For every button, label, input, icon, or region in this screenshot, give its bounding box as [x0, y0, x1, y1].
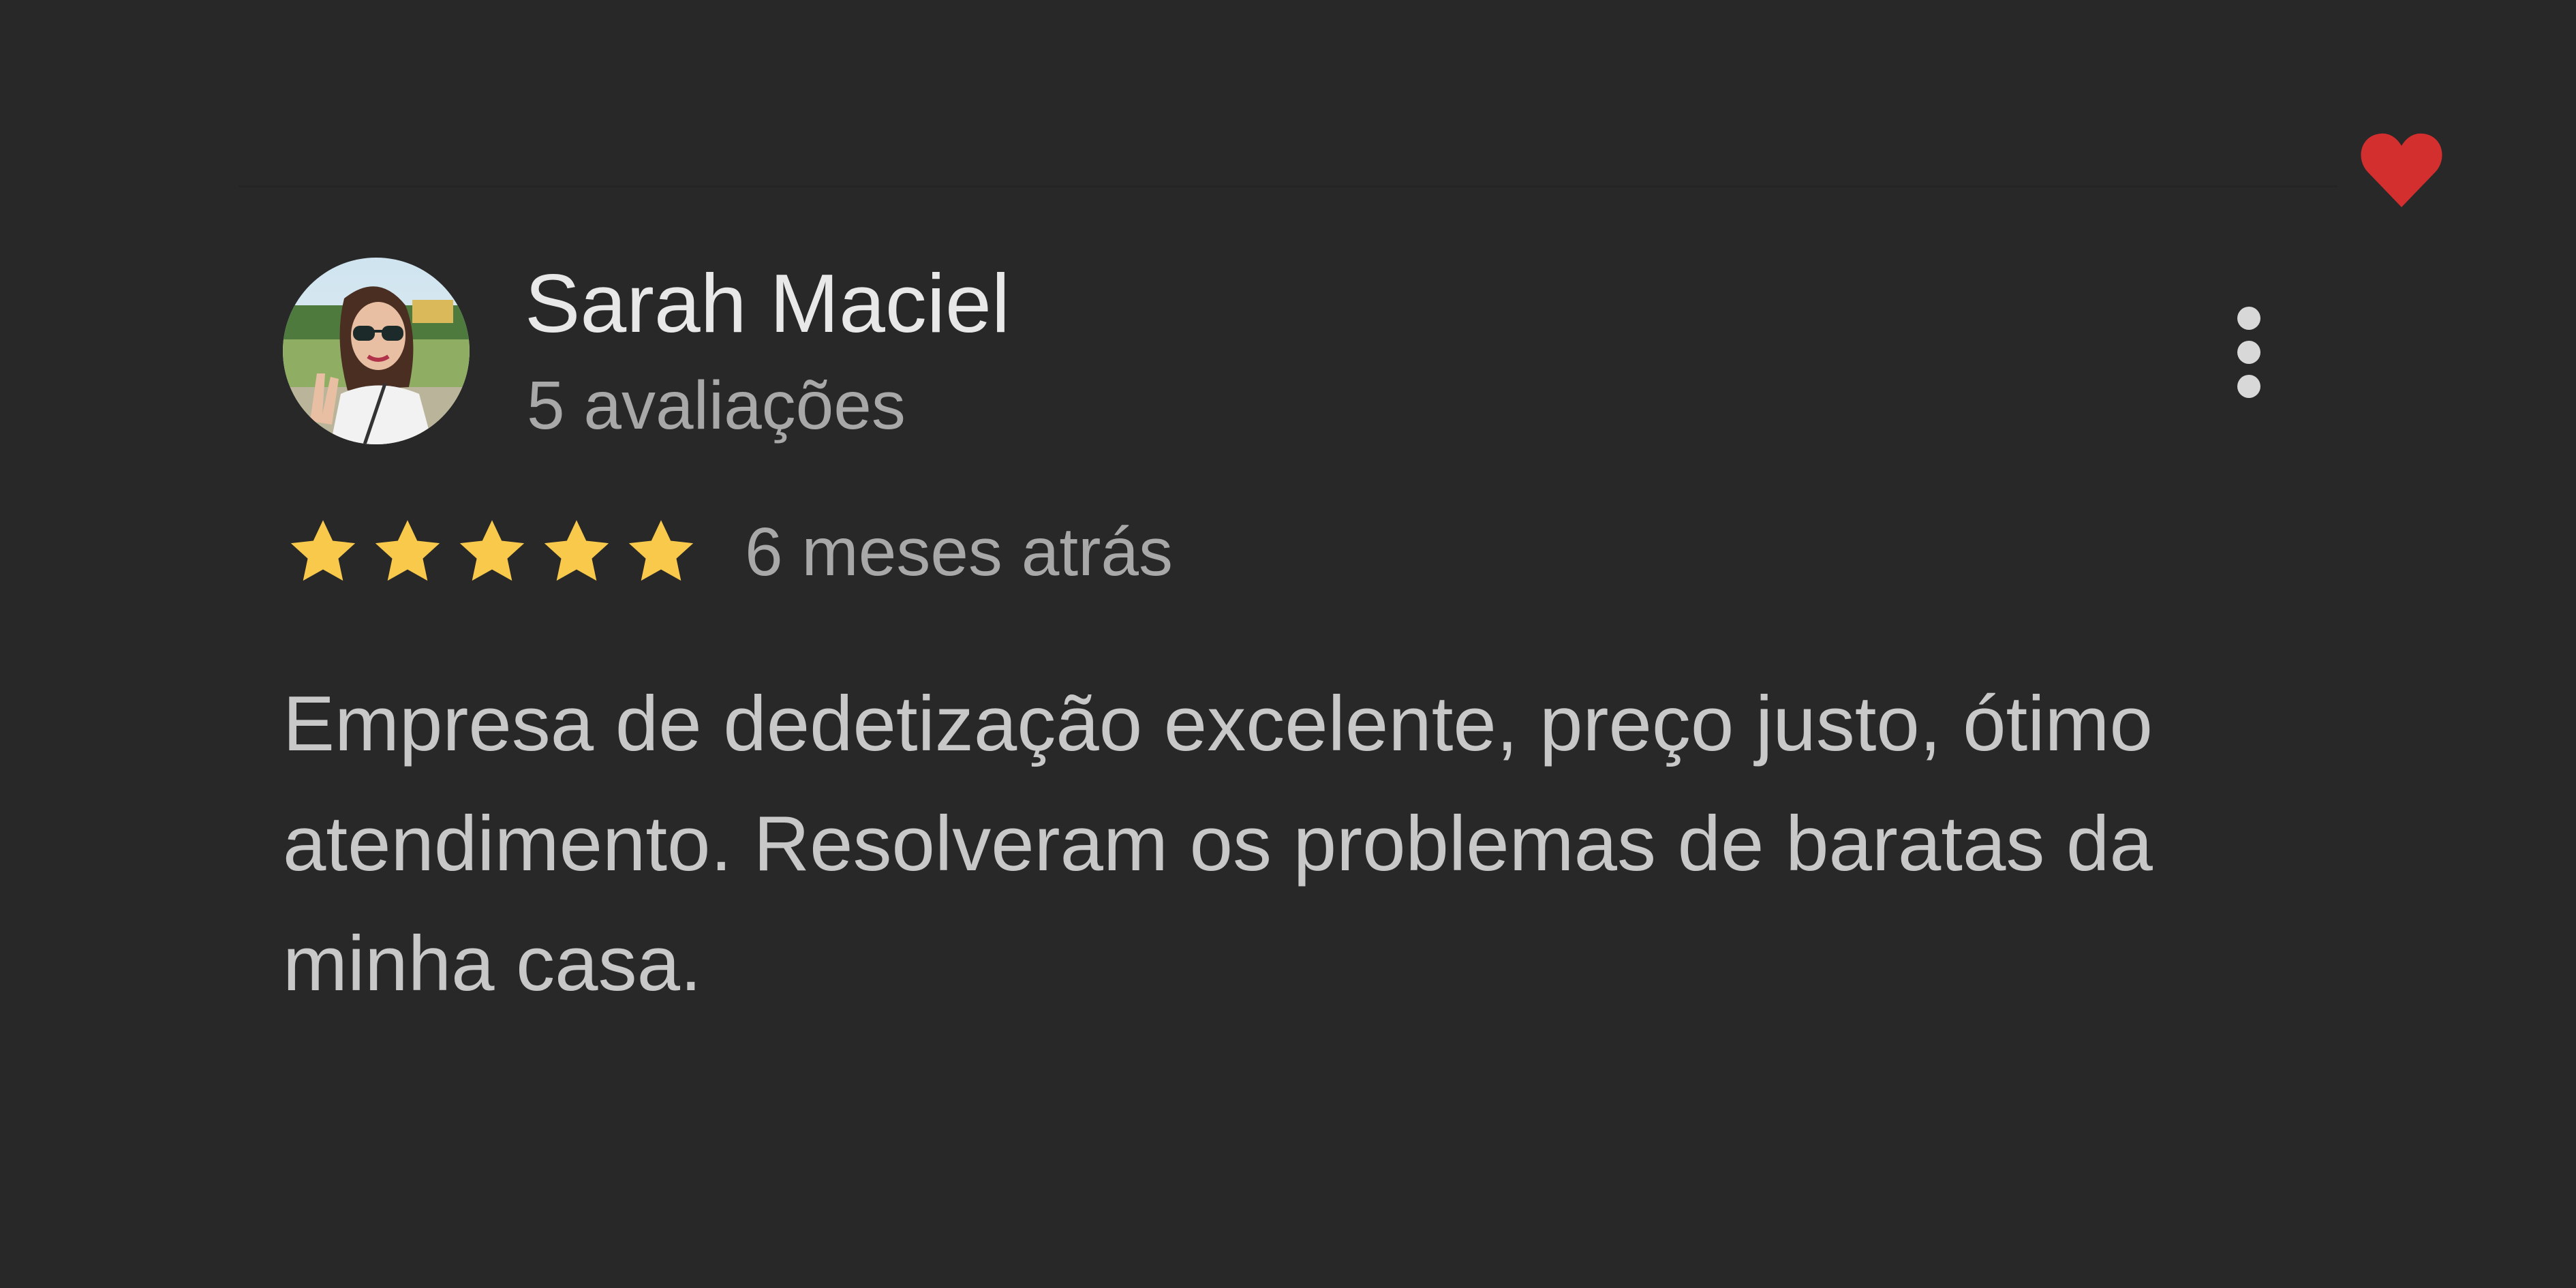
- review-date: 6 meses atrás: [745, 514, 1174, 590]
- more-vertical-icon: [2222, 300, 2276, 409]
- star-icon: [367, 515, 448, 589]
- star-icon: [621, 515, 701, 589]
- author-name[interactable]: Sarah Maciel: [525, 257, 1010, 350]
- star-icon: [283, 515, 363, 589]
- star-rating: [283, 515, 701, 589]
- like-button[interactable]: [2358, 129, 2445, 210]
- heart-icon: [2358, 129, 2445, 210]
- star-icon: [452, 515, 532, 589]
- review-text: Empresa de dedetização excelente, preço justo, ótimo atendimento. Resolveram os problemas de baratas da minha casa.: [283, 681, 2153, 1007]
- avatar[interactable]: [283, 258, 470, 444]
- more-options-button[interactable]: [2222, 300, 2276, 409]
- review-count: 5 avaliações: [527, 367, 906, 444]
- star-icon: [536, 515, 617, 589]
